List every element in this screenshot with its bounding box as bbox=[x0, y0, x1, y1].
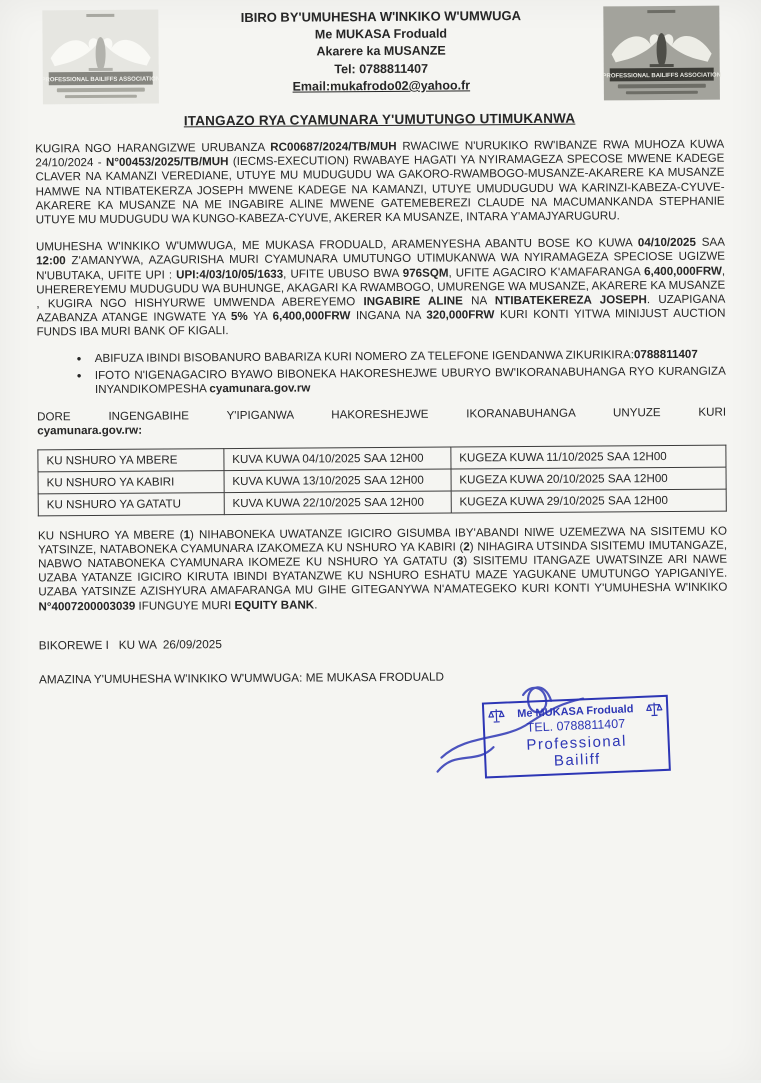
bailiff-names-line: AMAZINA Y'UMUHESHA W'INKIKO W'UMWUGA: ME MUKASA FRODUALD bbox=[38, 669, 445, 687]
bidding-schedule-table bbox=[37, 444, 726, 516]
bailiff-stamp bbox=[482, 695, 671, 779]
bidding-schedule-rows bbox=[38, 445, 726, 516]
bailiffs-association-logo-right bbox=[601, 4, 722, 105]
phone-line: Tel: 0788811407 bbox=[334, 61, 429, 76]
bailiffs-association-emblem bbox=[601, 4, 722, 105]
bailiffs-association-logo-left bbox=[40, 8, 161, 109]
list-item-contact: • ABIFUZA IBINDI BISOBANURO BABARIZA KURI NOMERO ZA TELEFONE IGENDANWA ZIKURIKIRA:0788811407 bbox=[85, 347, 726, 366]
table-cell: KUVA KUWA 04/10/2025 SAA 12H00 bbox=[224, 447, 451, 471]
letterhead-text bbox=[160, 4, 602, 97]
issued-date-line: BIKOREWE I KU WA 26/09/2025 bbox=[38, 636, 222, 653]
district-line: Akarere ka MUSANZE bbox=[316, 43, 446, 59]
table-cell: KUVA KUWA 22/10/2025 SAA 12H00 bbox=[224, 491, 451, 515]
email-line: Email:mukafrodo02@yahoo.fr bbox=[292, 78, 471, 94]
list-item-photos: • IFOTO N'IGENAGACIRO BYAWO BIBONEKA HAKORESHEJWE UBURYO BW'IKORANABUHANGA RYO KURANGIZA INYANDIKOMPESHA cyamunara.gov.rw bbox=[85, 364, 726, 397]
table-cell: KUGEZA KUWA 29/10/2025 SAA 12H00 bbox=[451, 489, 726, 513]
table-cell: KUGEZA KUWA 20/10/2025 SAA 12H00 bbox=[451, 467, 726, 491]
table-cell: KU NSHURO YA KABIRI bbox=[38, 470, 224, 493]
logo-banner-text: PROFESSIONAL BAILIFFS ASSOCIATION bbox=[602, 72, 722, 80]
stamp-role: Professional Bailiff bbox=[526, 732, 628, 770]
bailiff-name: Me MUKASA Froduald bbox=[314, 26, 448, 41]
table-cell: KUVA KUWA 13/10/2025 SAA 12H00 bbox=[224, 469, 451, 493]
table-cell: KU NSHURO YA MBERE bbox=[38, 448, 224, 471]
stamp-name: Me MUKASA Froduald bbox=[516, 703, 634, 721]
schedule-intro: DORE INGENGABIHE Y'IPIGANWA HAKORESHEJWE IKORANABUHANGA UNYUZE KURI cyamunara.gov.rw: bbox=[37, 405, 727, 438]
stamp-tel: TEL. 0788811407 bbox=[526, 716, 626, 735]
info-list bbox=[37, 347, 726, 397]
bailiffs-association-emblem bbox=[40, 8, 161, 109]
table-cell: KU NSHURO YA GATATU bbox=[38, 492, 224, 515]
auction-paragraph: UMUHESHA W'INKIKO W'UMWUGA, ME MUKASA FRODUALD, ARAMENYESHA ABANTU BOSE KO KUWA 04/10/2025 SAA 12:00 Z'AMANYWA, AZAGURISHA MURI CYAMUNARA UMUTUNGO UTIMUKANWA WA NYIRAMAGEZA SPECIOSE UGIZWE N'UBUTAKA, UFITE UPI : UPI:4/03/10/05/1633, UFITE UBUSO BWA 976SQM, UFITE AGACIRO K'AMAFARANGA 6,400,000FRW, UHEREREYEMU MUDUGUDU WA BUHUNGE, AKAGARI KA RWAMBOGO, UMURENGE WA MUSANZE, AKARERE KA MUSANZE , KUGIRA NGO HISHYURWE UMWENDA ABEREYEMO INGABIRE ALINE NA NTIBATEKEREZA JOSEPH. UZAPIGANA AZABANZA ATANGE INGWATE YA 5% YA 6,400,000FRW INGANA NA 320,000FRW KURI KONTI YITWA MINIJUST AUCTION FUNDS IBA MURI BANK OF KIGALI. bbox=[35, 235, 726, 339]
rules-paragraph: KU NSHURO YA MBERE (1) NIHABONEKA UWATANZE IGICIRO GISUMBA IBY'ABANDI NIWE UZEMEZWA NA SISITEMU KO YATSINZE, NATABONEKA CYAMUNARA IZAKOMEZA KU NSHURO YA KABIRI (2) NIHAGIRA UTSINDA SISITEMU IMUTANGAZE, NABWO NATABONEKA CYAMUNARA IKOMEZE KU NSHURO YA GATATU (3) SISITEMU ITANGAZE UWATSINZE ARI NAWE UZABA YATANZE IGICIRO KIRUTA IBINDI BYATANZWE KU NSHURO ESHATU MAZE YAGUKANE UMUTUNGO YAPIGANIYE. UZABA YATSINZE AZISHYURA AMAFARANGA MU GIHE GITEGANYWA N'AMATEGEKO KURI KONTI Y'UMUHESHA W'INKIKO N°4007200003039 IFUNGUYE MURI EQUITY BANK. bbox=[37, 524, 728, 614]
scales-of-justice-icon bbox=[487, 707, 506, 726]
table-row bbox=[38, 489, 726, 516]
letterhead bbox=[34, 4, 724, 109]
case-paragraph: KUGIRA NGO HARANGIZWE URUBANZA RC00687/2024/TB/MUH RWACIWE N'URUKIKO RW'IBANZE RWA MUHOZA KUWA 24/10/2024 - N°00453/2025/TB/MUH (IECMS-EXECUTION) RWABAYE HAGATI YA NYIRAMAGEZA SPECOSE MWENE KADEGE CLAVER NA KAMANZI VEREDIANE, UTUYE MU MUDUGUDU WA GAKORO-RWAMBOGO-MUSANZE-AKARERE KA MUSANZE HAMWE NA NTIBATEKERZA JOSEPH MWENE KADEGE NA KAMANZI, UTUYE UMUDUGUDU WA KARINZI-KABEZA-CYUVE- AKARERE KA MUSANZE NA ME INGABIRE ALINE MWENE GATEMEBEREZI CLAUDE NA MACUMANKANDA STEPHANIE UTUYE MU MUDUGUDU WA KUNGO-KABEZA-CYUVE, AKERER KA MUSANZE, INTARA Y'AMAJYARUGURU. bbox=[35, 137, 725, 227]
table-cell: KUGEZA KUWA 11/10/2025 SAA 12H00 bbox=[451, 445, 726, 469]
scales-of-justice-icon bbox=[645, 700, 664, 719]
logo-banner-text: PROFESSIONAL BAILIFFS ASSOCIATION bbox=[41, 76, 161, 84]
notice-title: ITANGAZO RYA CYAMUNARA Y'UMUTUNGO UTIMUKANWA bbox=[183, 110, 576, 129]
office-name: IBIRO BY'UMUHESHA W'INKIKO W'UMWUGA bbox=[240, 8, 522, 25]
